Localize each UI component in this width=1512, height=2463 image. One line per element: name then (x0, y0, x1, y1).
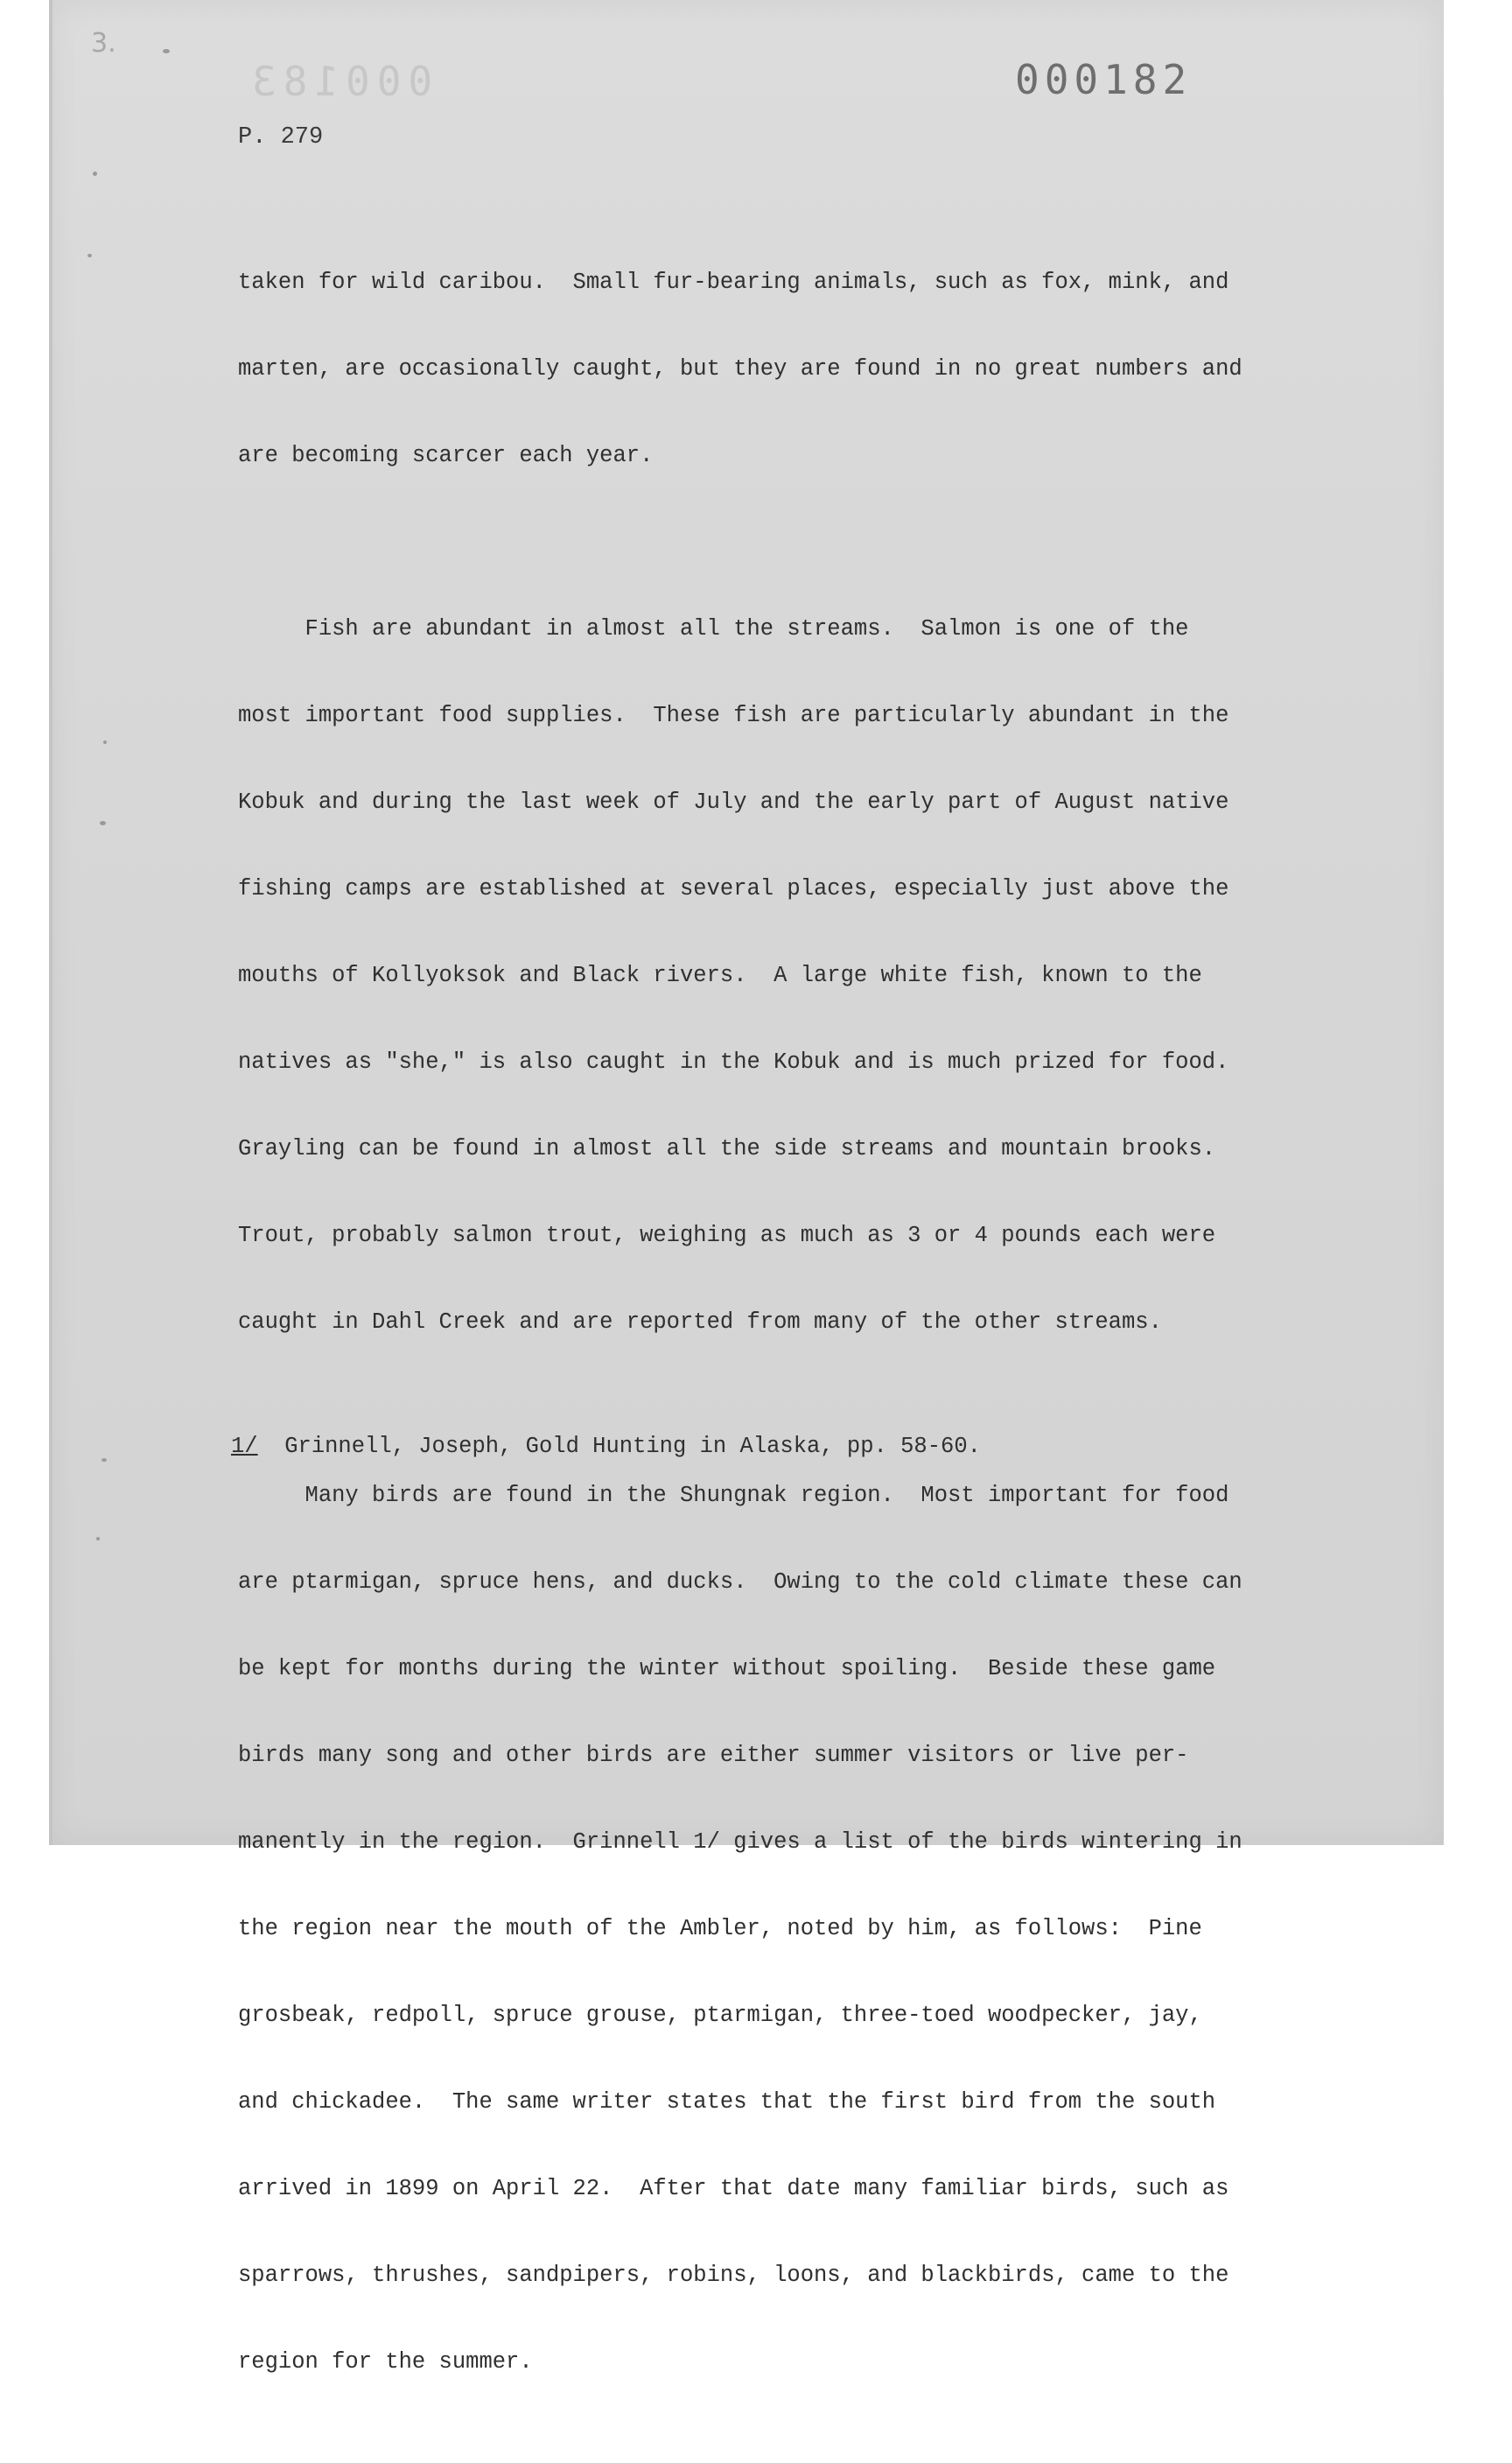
text-line: Fish are abundant in almost all the streams. Salmon is one of the (238, 616, 1189, 642)
text-line: most important food supplies. These fish are particularly abundant in the (238, 703, 1229, 728)
paragraph-2 (238, 557, 1349, 1394)
text-line: marten, are occasionally caught, but they are found in no great numbers and (238, 356, 1242, 382)
text-line: sparrows, thrushes, sandpipers, robins, loons, and blackbirds, came to the (238, 2263, 1229, 2288)
text-line: Kobuk and during the last week of July and the early part of August native (238, 789, 1229, 815)
text-line: taken for wild caribou. Small fur-bearing animals, such as fox, mink, and (238, 270, 1229, 295)
scan-speck (93, 172, 97, 176)
scan-speck (100, 821, 106, 825)
scan-speck (88, 254, 92, 257)
text-line: birds many song and other birds are either summer visitors or live per- (238, 1743, 1189, 1768)
doc-number: 000182 (1015, 56, 1193, 103)
doc-number-bleed-through: 000183 (245, 58, 433, 105)
text-line: are ptarmigan, spruce hens, and ducks. Owing to the cold climate these can (238, 1569, 1242, 1595)
text-line: caught in Dahl Creek and are reported from many of the other streams. (238, 1309, 1162, 1335)
paragraph-3 (238, 1423, 1349, 2434)
page-reference: P. 279 (238, 124, 324, 151)
text-line: the region near the mouth of the Ambler, noted by him, as follows: Pine (238, 1916, 1202, 1941)
text-line: Trout, probably salmon trout, weighing as much as 3 or 4 pounds each were (238, 1223, 1216, 1248)
text-line: natives as "she," is also caught in the Kobuk and is much prized for food. (238, 1049, 1229, 1075)
footnote-text: Grinnell, Joseph, Gold Hunting in Alaska, pp. 58-60. (257, 1434, 981, 1459)
footnote (231, 1432, 981, 1461)
text-line: manently in the region. Grinnell 1/ gives a list of the birds wintering in (238, 1829, 1242, 1855)
text-line: are becoming scarcer each year. (238, 443, 654, 468)
text-line: and chickadee. The same writer states that the first bird from the south (238, 2089, 1216, 2115)
body-text (238, 210, 1349, 2463)
paragraph-1 (238, 210, 1349, 528)
text-line: grosbeak, redpoll, spruce grouse, ptarmigan, three-toed woodpecker, jay, (238, 2003, 1202, 2028)
page-edge (49, 0, 52, 1845)
text-line: mouths of Kollyoksok and Black rivers. A large white fish, known to the (238, 963, 1202, 988)
text-line: Many birds are found in the Shungnak region. Most important for food (238, 1483, 1229, 1508)
footnote-marker: 1/ (231, 1434, 258, 1459)
corner-mark: 3. (91, 28, 116, 59)
text-line: region for the summer. (238, 2349, 533, 2375)
text-line: fishing camps are established at several places, especially just above the (238, 876, 1229, 902)
scan-speck (96, 1537, 100, 1540)
scan-speck (102, 1458, 107, 1462)
scan-speck (163, 49, 170, 53)
text-line: be kept for months during the winter without spoiling. Beside these game (238, 1656, 1216, 1681)
text-line: Grayling can be found in almost all the side streams and mountain brooks. (238, 1136, 1216, 1161)
text-line: arrived in 1899 on April 22. After that date many familiar birds, such as (238, 2176, 1229, 2201)
scan-speck (103, 740, 107, 744)
